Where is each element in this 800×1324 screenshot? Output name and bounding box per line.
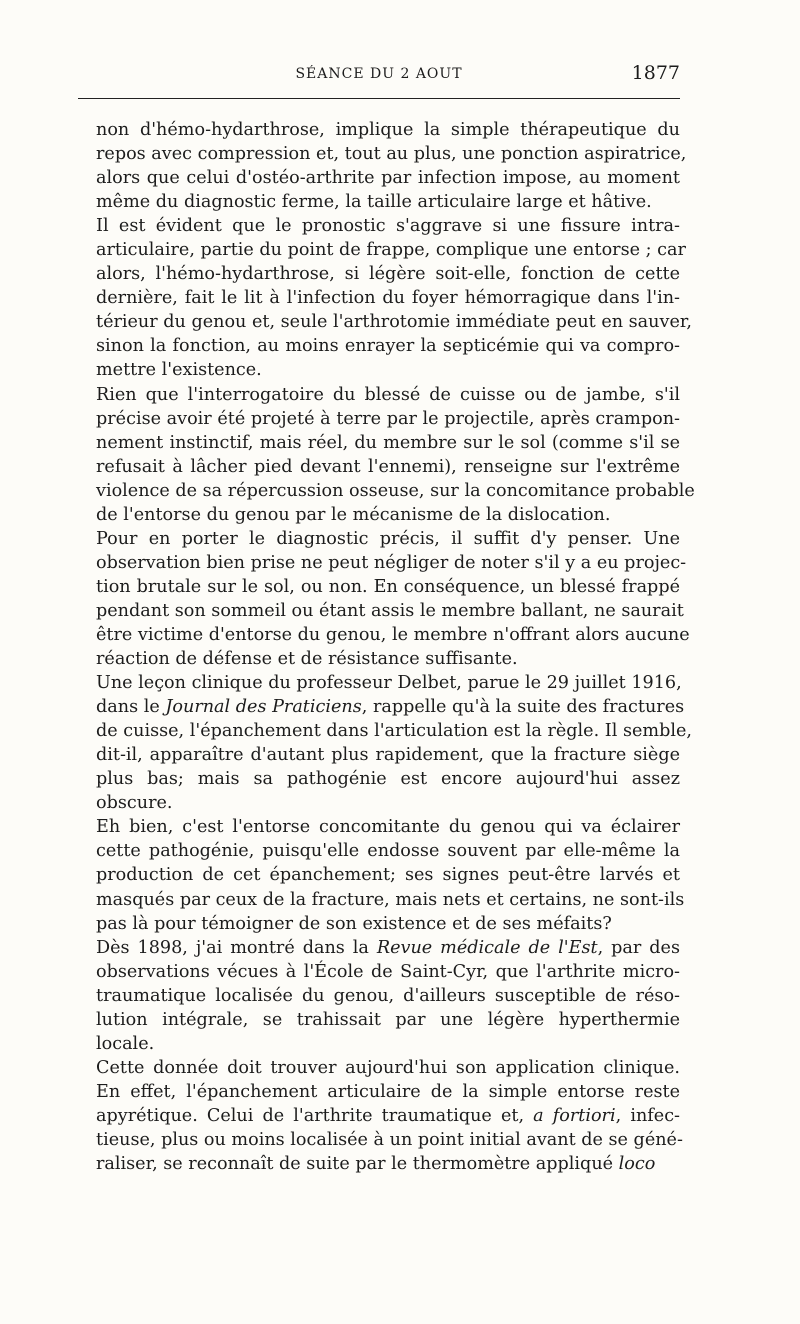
text-line: traumatique localisée du genou, d'ailleurs susceptible de réso- bbox=[96, 985, 680, 1006]
text-line: raliser, se reconnaît de suite par le thermomètre appliqué loco bbox=[96, 1154, 656, 1175]
text-line: cette pathogénie, puisqu'elle endosse souvent par elle-même la bbox=[96, 841, 680, 862]
paragraph bbox=[78, 671, 692, 815]
paragraph bbox=[78, 936, 680, 1056]
text-line: plus bas; mais sa pathogénie est encore aujourd'hui assez bbox=[96, 769, 680, 790]
text-line: Une leçon clinique du professeur Delbet, parue le 29 juillet 1916, bbox=[96, 673, 682, 694]
paragraph bbox=[78, 1056, 683, 1176]
text-line: locale. bbox=[96, 1033, 155, 1054]
page-number: 1877 bbox=[631, 62, 680, 84]
paragraph bbox=[78, 214, 692, 382]
header-rule bbox=[78, 98, 680, 99]
text-line: tieuse, plus ou moins localisée à un point initial avant de se géné- bbox=[96, 1129, 683, 1150]
text-line: repos avec compression et, tout au plus, une ponction aspiratrice, bbox=[96, 144, 687, 165]
body-text bbox=[78, 118, 695, 1176]
text-line: Pour en porter le diagnostic précis, il suffit d'y penser. Une bbox=[96, 528, 680, 549]
text-line: pendant son sommeil ou étant assis le membre ballant, ne saurait bbox=[96, 600, 684, 621]
text-line: réaction de défense et de résistance suffisante. bbox=[96, 649, 518, 670]
text-line: alors que celui d'ostéo-arthrite par infection impose, au moment bbox=[96, 168, 680, 189]
paragraph bbox=[78, 383, 695, 527]
text-line: production de cet épanchement; ses signes peut-être larvés et bbox=[96, 865, 680, 886]
text-line: de l'entorse du genou par le mécanisme de la dislocation. bbox=[96, 504, 611, 525]
text-line: obscure. bbox=[96, 793, 173, 814]
text-line: être victime d'entorse du genou, le membre n'offrant alors aucune bbox=[96, 624, 690, 645]
text-line: Il est évident que le pronostic s'aggrave si une fissure intra- bbox=[96, 216, 680, 237]
text-line: observations vécues à l'École de Saint-Cyr, que l'arthrite micro- bbox=[96, 961, 680, 982]
text-line: dit-il, apparaître d'autant plus rapidement, que la fracture siège bbox=[96, 745, 680, 766]
text-line: Rien que l'interrogatoire du blessé de cuisse ou de jambe, s'il bbox=[96, 384, 680, 405]
text-line: dernière, fait le lit à l'infection du foyer hémorragique dans l'in- bbox=[96, 288, 680, 309]
text-line: pas là pour témoigner de son existence et de ses méfaits? bbox=[96, 913, 612, 934]
text-line: Dès 1898, j'ai montré dans la Revue médicale de l'Est, par des bbox=[96, 937, 680, 958]
text-line: refusait à lâcher pied devant l'ennemi), renseigne sur l'extrême bbox=[96, 456, 680, 477]
text-line: même du diagnostic ferme, la taille articulaire large et hâtive. bbox=[96, 192, 652, 213]
paragraph bbox=[78, 527, 690, 671]
text-line: mettre l'existence. bbox=[96, 360, 262, 381]
paragraph bbox=[78, 118, 687, 214]
text-line: térieur du genou et, seule l'arthrotomie immédiate peut en sauver, bbox=[96, 312, 692, 333]
text-line: apyrétique. Celui de l'arthrite traumatique et, a fortiori, infec- bbox=[96, 1105, 680, 1126]
text-line: violence de sa répercussion osseuse, sur la concomitance probable bbox=[96, 480, 695, 501]
text-line: Cette donnée doit trouver aujourd'hui son application clinique. bbox=[96, 1057, 680, 1078]
text-line: observation bien prise ne peut négliger de noter s'il y a eu projec- bbox=[96, 552, 687, 573]
running-header-title: SÉANCE DU 2 AOUT bbox=[295, 66, 463, 82]
text-line: de cuisse, l'épanchement dans l'articulation est la règle. Il semble, bbox=[96, 721, 692, 742]
text-line: dans le Journal des Praticiens, rappelle qu'à la suite des fractures bbox=[96, 697, 685, 718]
text-line: précise avoir été projeté à terre par le projectile, après crampon- bbox=[96, 408, 680, 429]
text-line: nement instinctif, mais réel, du membre sur le sol (comme s'il se bbox=[96, 432, 680, 453]
text-line: lution intégrale, se trahissait par une légère hyperthermie bbox=[96, 1009, 680, 1030]
text-line: En effet, l'épanchement articulaire de la simple entorse reste bbox=[96, 1081, 680, 1102]
text-line: Eh bien, c'est l'entorse concomitante du genou qui va éclairer bbox=[96, 817, 680, 838]
text-line: alors, l'hémo-hydarthrose, si légère soit-elle, fonction de cette bbox=[96, 264, 680, 285]
text-line: sinon la fonction, au moins enrayer la septicémie qui va compro- bbox=[96, 336, 680, 357]
text-line: articulaire, partie du point de frappe, complique une entorse ; car bbox=[96, 240, 686, 261]
text-line: non d'hémo-hydarthrose, implique la simple thérapeutique du bbox=[96, 120, 680, 140]
text-line: tion brutale sur le sol, ou non. En conséquence, un blessé frappé bbox=[96, 576, 680, 597]
text-line: masqués par ceux de la fracture, mais nets et certains, ne sont-ils bbox=[96, 889, 685, 910]
paragraph bbox=[78, 815, 685, 935]
